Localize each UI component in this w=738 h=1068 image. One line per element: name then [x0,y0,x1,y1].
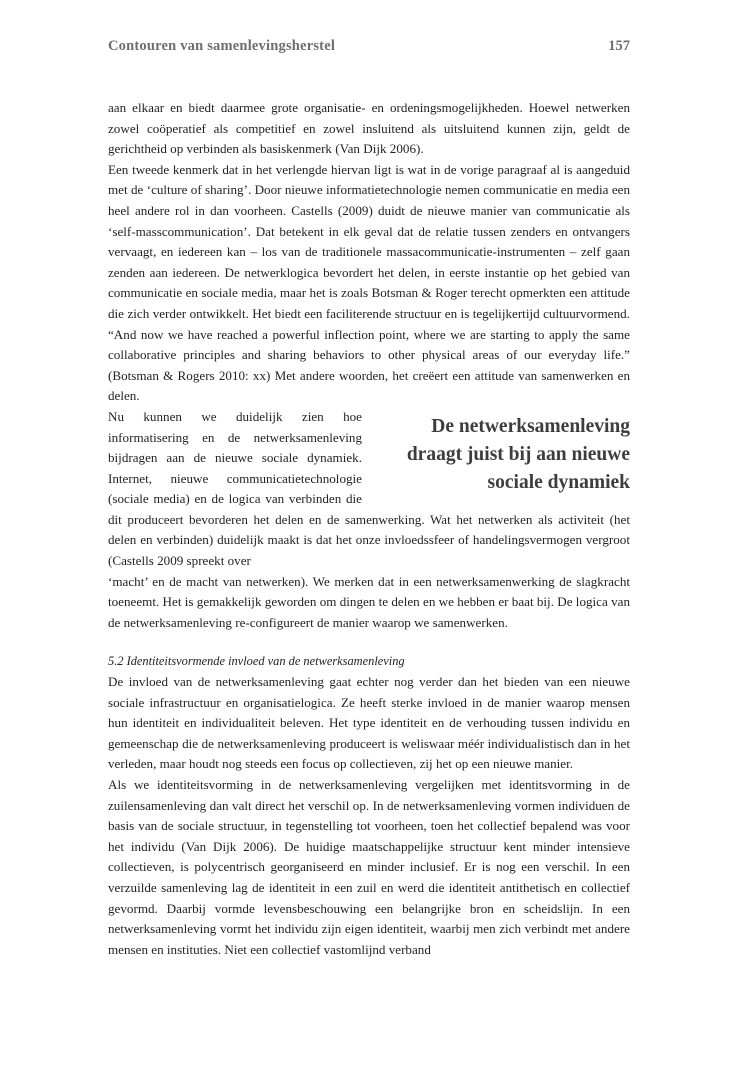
paragraph: Als we identiteitsvorming in de netwerksamenleving vergelijken met identitsvorming in de zuilensamenleving dan valt direct het verschil op. In de netwerksamenleving vormen individuen de basis van de sociale structuur, in tegenstelling tot voorheen, toen het collectief bepalend was voor het individu (Van Dijk 2006). De huidige maatschappelijke structuur kent minder intensieve collectieven, is polycentrisch georganiseerd en minder inclusief. Er is nog een verschil. In een verzuilde samenleving lag de identiteit in een zuil en werd die identiteit antithetisch en collectief gevormd. Daarbij vormde levensbeschouwing een belangrijke bron en scheidslijn. In een netwerksamenleving vormt het individu zijn eigen identiteit, waarbij men zich verbindt met andere mensen en instituties. Niet een collectief vastomlijnd verband [108,777,630,957]
paragraph: De invloed van de netwerksamenleving gaat echter nog verder dan het bieden van een nieuwe sociale infrastructuur en organisatielogica. Ze heeft sterke invloed in de manier waarop mensen hun identiteit en individualiteit beleven. Het type identiteit en de verhouding tussen individu en gemeenschap die de netwerksamenleving produceert is weliswaar méér individualistisch dan in het verleden, maar houdt nog steeds een focus op collectieven, zij het op een nieuwe manier. [108,674,630,772]
pull-quote: De netwerksamenleving draagt juist bij aan nieuwe sociale dynamiek [406,415,630,493]
page-number: 157 [608,38,630,54]
paragraph: Een tweede kenmerk dat in het verlengde hiervan ligt is wat in de vorige paragraaf al is aangeduid met de ‘culture of sharing’. Door nieuwe informatietechnologie nemen communicatie en media een heel andere rol in dan voorheen. Castells (2009) duidt de nieuwe manier van communicatie als ‘self-masscommunication’. Dat betekent in elk geval dat de relatie tussen zenders en ontvangers vervaagt, en iedereen kan – los van de traditionele massacommunicatie-instrumenten – zelf gaan zenden aan iedereen. De netwerklogica bevordert het delen, in eerste instantie op het gebied van communicatie en sociale media, maar het is zoals Botsman & Roger terecht opmerkten een attitude die zich verder ontwikkelt. Het biedt een faciliterende structuur en is tegelijkertijd cultuurvormend. “And now we have reached a powerful inflection point, where we are starting to apply the same collaborative principles and sharing behaviors to other physical areas of our everyday life.” (Botsman & Rogers 2010: xx) Met andere woorden, het creëert een attitude van samenwerken en delen. [108,161,630,404]
paragraph: aan elkaar en biedt daarmee grote organisatie- en ordeningsmogelijkheden. Hoewel netwerken zowel coöperatief als competitief en zowel insluitend als uitsluitend kunnen zijn, geldt de gerichtheid op verbinden als basiskenmerk (Van Dijk 2006). [108,100,630,157]
paragraph-wrap-part1: Nu kunnen we duidelijk zien hoe informatisering en de netwerksamenleving bijdragen aan de nieuwe sociale dynamiek. Internet, nieuwe communicatietechnologie (sociale media) en de logica van verbinden die dit produceert bevorderen het delen en de samenwerking. Wat het netwerken als activiteit (het delen en verbinden) duidelijk maakt is dat het onze invloedssfeer of handelingsvermogen vergroot (Castells 2009 spreekt over [108,408,630,569]
running-head-title: Contouren van samenlevingsherstel [108,38,336,54]
wrapped-paragraph-block [108,407,630,634]
section-heading: 5.2 Identiteitsvormende invloed van de netwerksamenleving [108,654,405,669]
paragraph-wrap-part2: ‘macht’ en de macht van netwerken). We merken dat in een netwerksamenwerking de slagkracht toeneemt. Het is gemakkelijk geworden om dingen te delen en we hebben er baat bij. De logica van de netwerksamenleving re-configureert de manier waarop we samenwerken. [108,573,630,630]
page-header [108,38,630,60]
page-body [108,98,630,960]
